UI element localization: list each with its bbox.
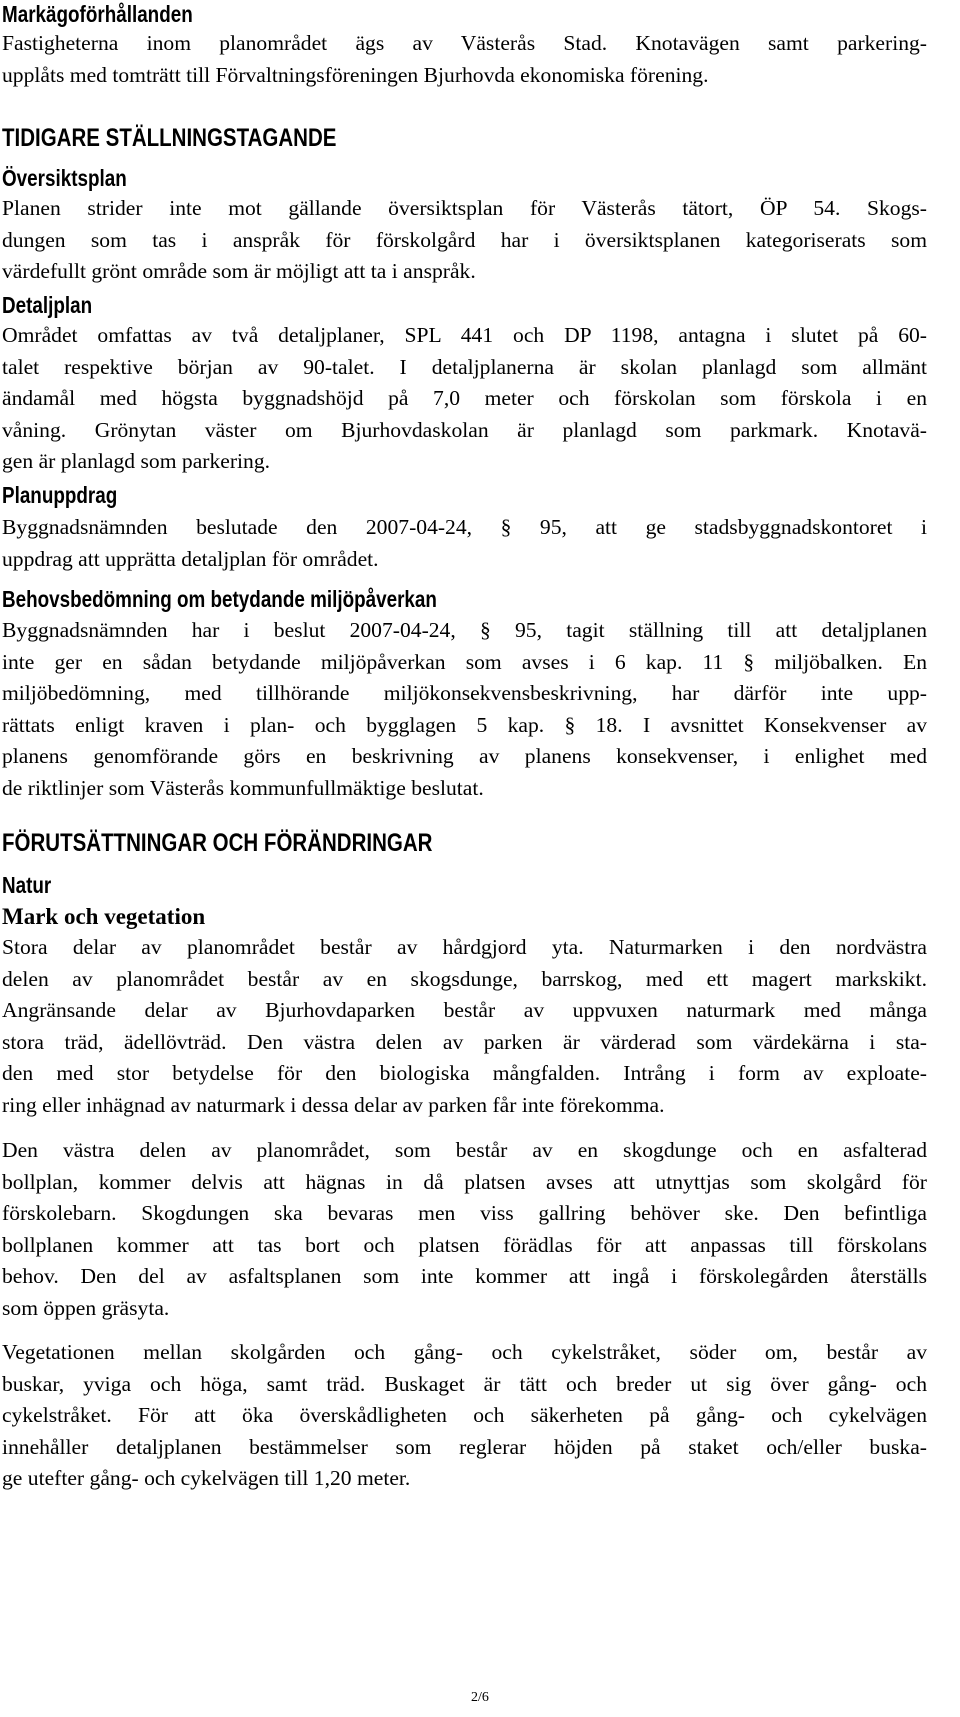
text-line: Den västra delen av planområdet, som består av en skogdunge och en asfalterad [2,1138,927,1162]
section-heading-oversiktsplan: Översiktsplan [2,165,127,191]
text-line: innehåller detaljplanen bestämmelser som reglerar höjden på staket och/eller buska- [2,1434,927,1459]
paragraph-mark-1 [2,932,927,1121]
text-line: Angränsande delar av Bjurhovdaparken består av uppvuxen naturmark med många [2,998,927,1022]
text-line: den med stor betydelse för den biologiska mångfalden. Intrång i form av exploate- [2,1061,927,1085]
text-line: buskar, yviga och höga, samt träd. Buskaget är tätt och breder ut sig över gång- och [2,1371,927,1396]
text-line: de riktlinjer som Västerås kommunfullmäktige beslutat. [2,775,484,800]
text-line: inte ger en sådan betydande miljöpåverkan som avses i 6 kap. 11 § miljöbalken. En [2,649,927,674]
text-line: ändamål med högsta byggnadshöjd på 7,0 meter och förskolan som förskola i en [2,386,927,410]
chapter-heading-tidigare: TIDIGARE STÄLLNINGSTAGANDE [2,124,337,152]
text-line: bollplanen kommer att tas bort och platsen förädlas för att anpassas till förskolans [2,1232,927,1257]
text-line: gen är planlagd som parkering. [2,449,271,473]
paragraph-markagoforhallanden [2,28,927,91]
text-line: dungen som tas i anspråk för förskolgård har i översiktsplanen kategoriserats som [2,227,927,252]
paragraph-oversiktsplan [2,193,927,288]
text-line: upplåts med tomträtt till Förvaltningsföreningen Bjurhovda ekonomiska förening. [2,62,709,87]
text-line: cykelstråket. För att öka överskådligheten och säkerheten på gång- och cykelvägen [2,1403,927,1427]
text-line: Vegetationen mellan skolgården och gång- och cykelstråket, söder om, består av [2,1340,927,1364]
paragraph-detaljplan [2,320,927,478]
section-heading-markagoforhallanden: Markägoförhållanden [2,1,193,27]
text-line: uppdrag att upprätta detaljplan för området. [2,546,379,571]
text-line: rättats enligt kraven i plan- och bygglagen 5 kap. § 18. I avsnittet Konsekvenser av [2,712,927,737]
text-line: Fastigheterna inom planområdet ägs av Västerås Stad. Knotavägen samt parkering- [2,31,927,55]
section-heading-planuppdrag: Planuppdrag [2,482,118,508]
subsection-heading-mark-och-vegetation: Mark och vegetation [2,904,206,929]
text-line: Byggnadsnämnden beslutade den 2007-04-24, § 95, att ge stadsbyggnadskontoret i [2,515,927,539]
text-line: stora träd, ädellövträd. Den västra delen av parken är värderad som värdekärna i sta- [2,1029,927,1054]
text-line: delen av planområdet består av en skogsdunge, barrskog, med ett magert markskikt. [2,966,927,991]
paragraph-planuppdrag [2,512,927,575]
text-line: Området omfattas av två detaljplaner, SPL 441 och DP 1198, antagna i slutet på 60- [2,323,927,347]
text-line: talet respektive början av 90-talet. I detaljplanerna är skolan planlagd som allmänt [2,354,927,379]
text-line: miljöbedömning, med tillhörande miljökonsekvensbeskrivning, har därför inte upp- [2,681,927,705]
text-line: ge utefter gång- och cykelvägen till 1,20 meter. [2,1466,411,1490]
paragraph-mark-3 [2,1337,927,1495]
text-line: behov. Den del av asfaltsplanen som inte kommer att ingå i förskolegården återställs [2,1264,927,1288]
page-number: 2/6 [471,1690,489,1705]
section-heading-natur: Natur [2,872,52,898]
text-line: som öppen gräsyta. [2,1295,170,1320]
text-line: våning. Grönytan väster om Bjurhovdaskolan är planlagd som parkmark. Knotavä- [2,417,927,442]
text-line: värdefullt grönt område som är möjligt att ta i anspråk. [2,259,476,283]
text-line: ring eller inhägnad av naturmark i dessa delar av parken får inte förekomma. [2,1092,665,1117]
chapter-heading-forutsattningar: FÖRUTSÄTTNINGAR OCH FÖRÄNDRINGAR [2,829,433,857]
text-line: Stora delar av planområdet består av hårdgjord yta. Naturmarken i den nordvästra [2,935,927,959]
text-line: Planen strider inte mot gällande översiktsplan för Västerås tätort, ÖP 54. Skogs- [2,196,927,220]
section-heading-detaljplan: Detaljplan [2,292,93,318]
section-heading-behovsbedomning: Behovsbedömning om betydande miljöpåverkan [2,586,437,612]
paragraph-behovsbedomning [2,615,927,804]
paragraph-mark-2 [2,1135,927,1324]
text-line: Byggnadsnämnden har i beslut 2007-04-24, § 95, tagit ställning till att detaljplanen [2,618,927,642]
text-line: planens genomförande görs en beskrivning av planens konsekvenser, i enlighet med [2,744,927,768]
text-line: förskolebarn. Skogdungen ska bevaras men viss gallring behöver ske. Den befintliga [2,1201,927,1225]
text-line: bollplan, kommer delvis att hägnas in då platsen avses att utnyttjas som skolgård för [2,1169,927,1194]
